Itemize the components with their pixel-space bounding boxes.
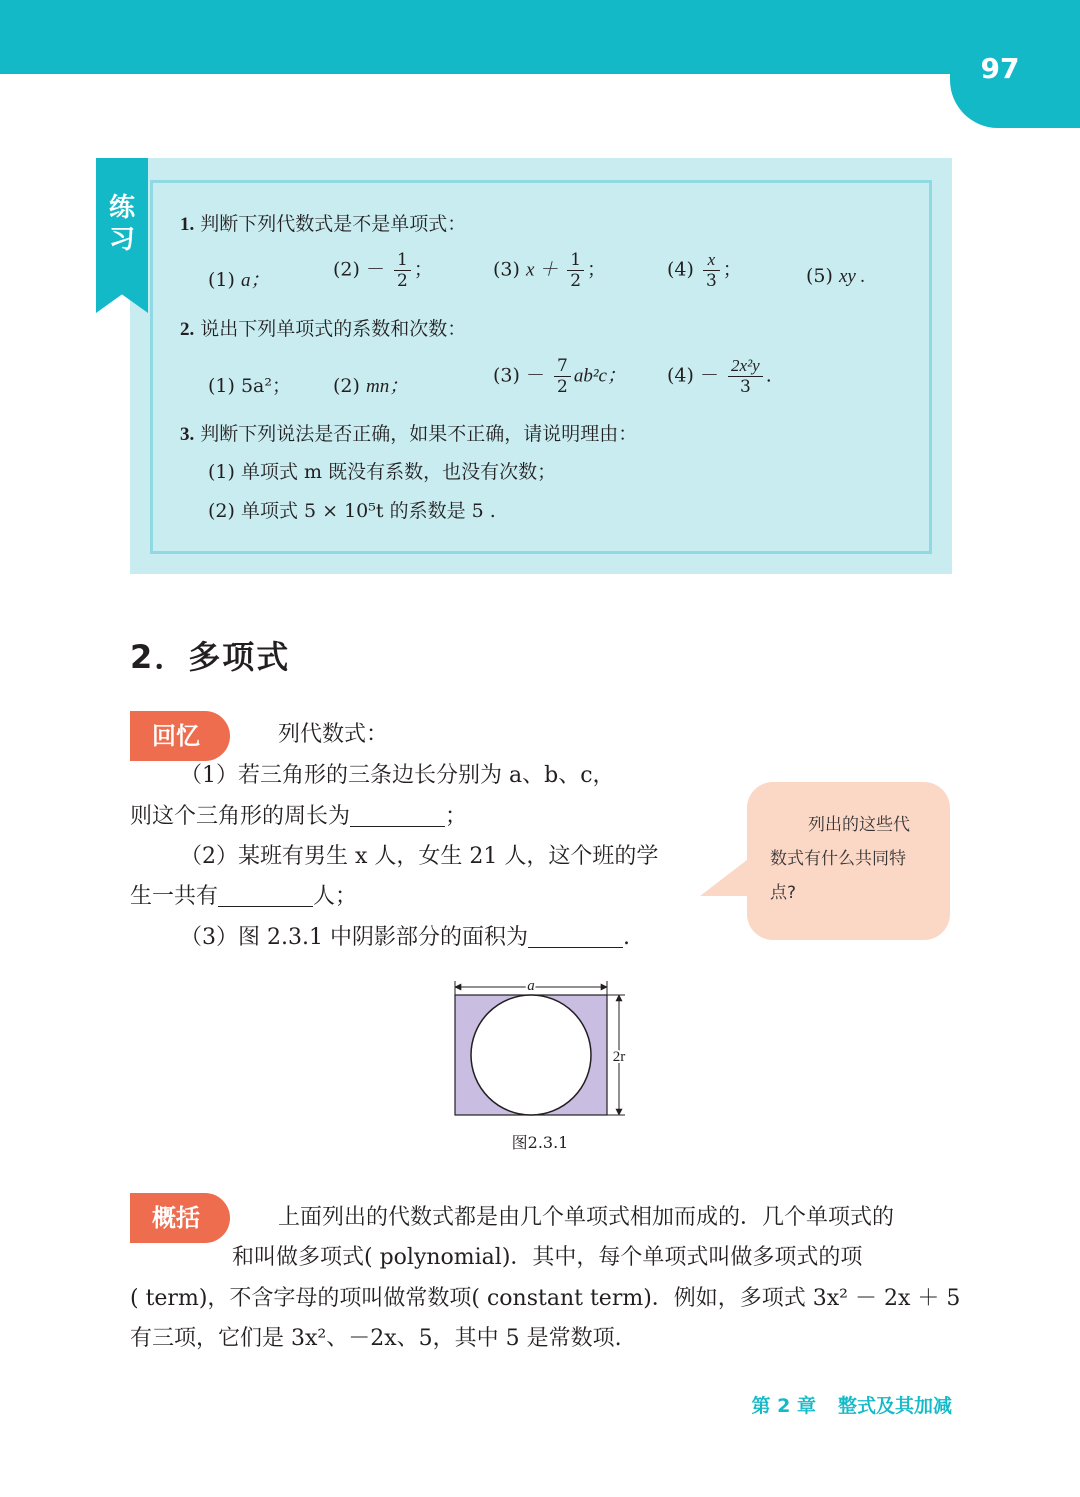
- q2-item-4: (4) － $\frac{\text{2x²y}}{3}$ .: [667, 356, 772, 397]
- recall-tag: 回忆: [130, 711, 230, 761]
- answer-blank: [528, 923, 623, 948]
- q1-item-2: (2) － $\frac{1}{2}$ ；: [333, 250, 433, 291]
- section-title: 2．多项式: [130, 638, 291, 676]
- recall-p1b: 则这个三角形的周长为 ；: [130, 804, 468, 829]
- figure-caption: 图2.3.1: [511, 1133, 569, 1152]
- page-number: 97: [980, 52, 1020, 85]
- q1-item-5: (5) xy .: [806, 265, 866, 287]
- recall-intro: 列代数式：: [278, 722, 389, 747]
- q3-item-2: (2) 单项式 5 × 10⁵t 的系数是 5 .: [208, 500, 496, 522]
- recall-p2a: （2）某班有男生 x 人，女生 21 人，这个班的学: [180, 844, 659, 869]
- summary-line-2: 和叫做多项式( polynomial)．其中，每个单项式叫做多项式的项: [232, 1245, 863, 1270]
- label-a: a: [527, 978, 535, 994]
- fraction: $\frac{x}{3}$: [703, 250, 720, 291]
- fraction: $\frac{1}{2}$: [394, 250, 411, 291]
- summary-line-3: ( term)，不含字母的项叫做常数项( constant term)．例如，多项式 3x² － 2x ＋ 5: [130, 1286, 961, 1311]
- fraction: $\frac{\text{2x²y}}{3}$: [728, 356, 763, 397]
- q2-item-3: (3) － $\frac{7}{2}$ ab²c；: [493, 356, 626, 397]
- q2-item-2: (2) mn；: [333, 375, 409, 397]
- summary-line-4: 有三项，它们是 3x²、－2x、5，其中 5 是常数项.: [130, 1326, 622, 1351]
- bubble-text: 列出的这些代 数式有什么共同特 点?: [770, 815, 910, 903]
- answer-blank: [350, 802, 445, 827]
- exercise-q1: 1. 判断下列代数式是不是单项式：: [180, 213, 467, 235]
- answer-blank: [218, 882, 313, 907]
- fraction: $\frac{7}{2}$: [554, 356, 571, 397]
- exercise-ribbon-label: 练 习: [108, 193, 135, 255]
- exercise-q3: 3. 判断下列说法是否正确，如果不正确，请说明理由：: [180, 423, 638, 445]
- q3-item-1: (1) 单项式 m 既没有系数，也没有次数；: [208, 461, 557, 483]
- figure-2-3-1: [445, 975, 635, 1125]
- recall-p1a: （1）若三角形的三条边长分别为 a、b、c，: [180, 763, 615, 788]
- inner-circle: [471, 995, 591, 1115]
- exercise-q2: 2. 说出下列单项式的系数和次数：: [180, 318, 467, 340]
- summary-line-1: 上面列出的代数式都是由几个单项式相加而成的．几个单项式的: [278, 1205, 895, 1230]
- q2-item-1: (1) 5a²；: [208, 375, 292, 397]
- fraction: $\frac{1}{2}$: [567, 250, 584, 291]
- recall-p2b: 生一共有 人；: [130, 884, 358, 909]
- q1-item-4: (4) $\frac{x}{3}$ ；: [667, 250, 742, 291]
- q1-item-3: (3) x ＋ $\frac{1}{2}$ ；: [493, 250, 607, 291]
- summary-tag: 概括: [130, 1193, 230, 1243]
- label-2r: 2r: [612, 1049, 626, 1065]
- recall-p3: （3）图 2.3.1 中阴影部分的面积为 .: [180, 925, 630, 950]
- header-bar: [0, 0, 1080, 74]
- chapter-footer: 第 2 章 整式及其加减: [751, 1395, 952, 1417]
- q1-item-1: (1) a；: [208, 269, 270, 291]
